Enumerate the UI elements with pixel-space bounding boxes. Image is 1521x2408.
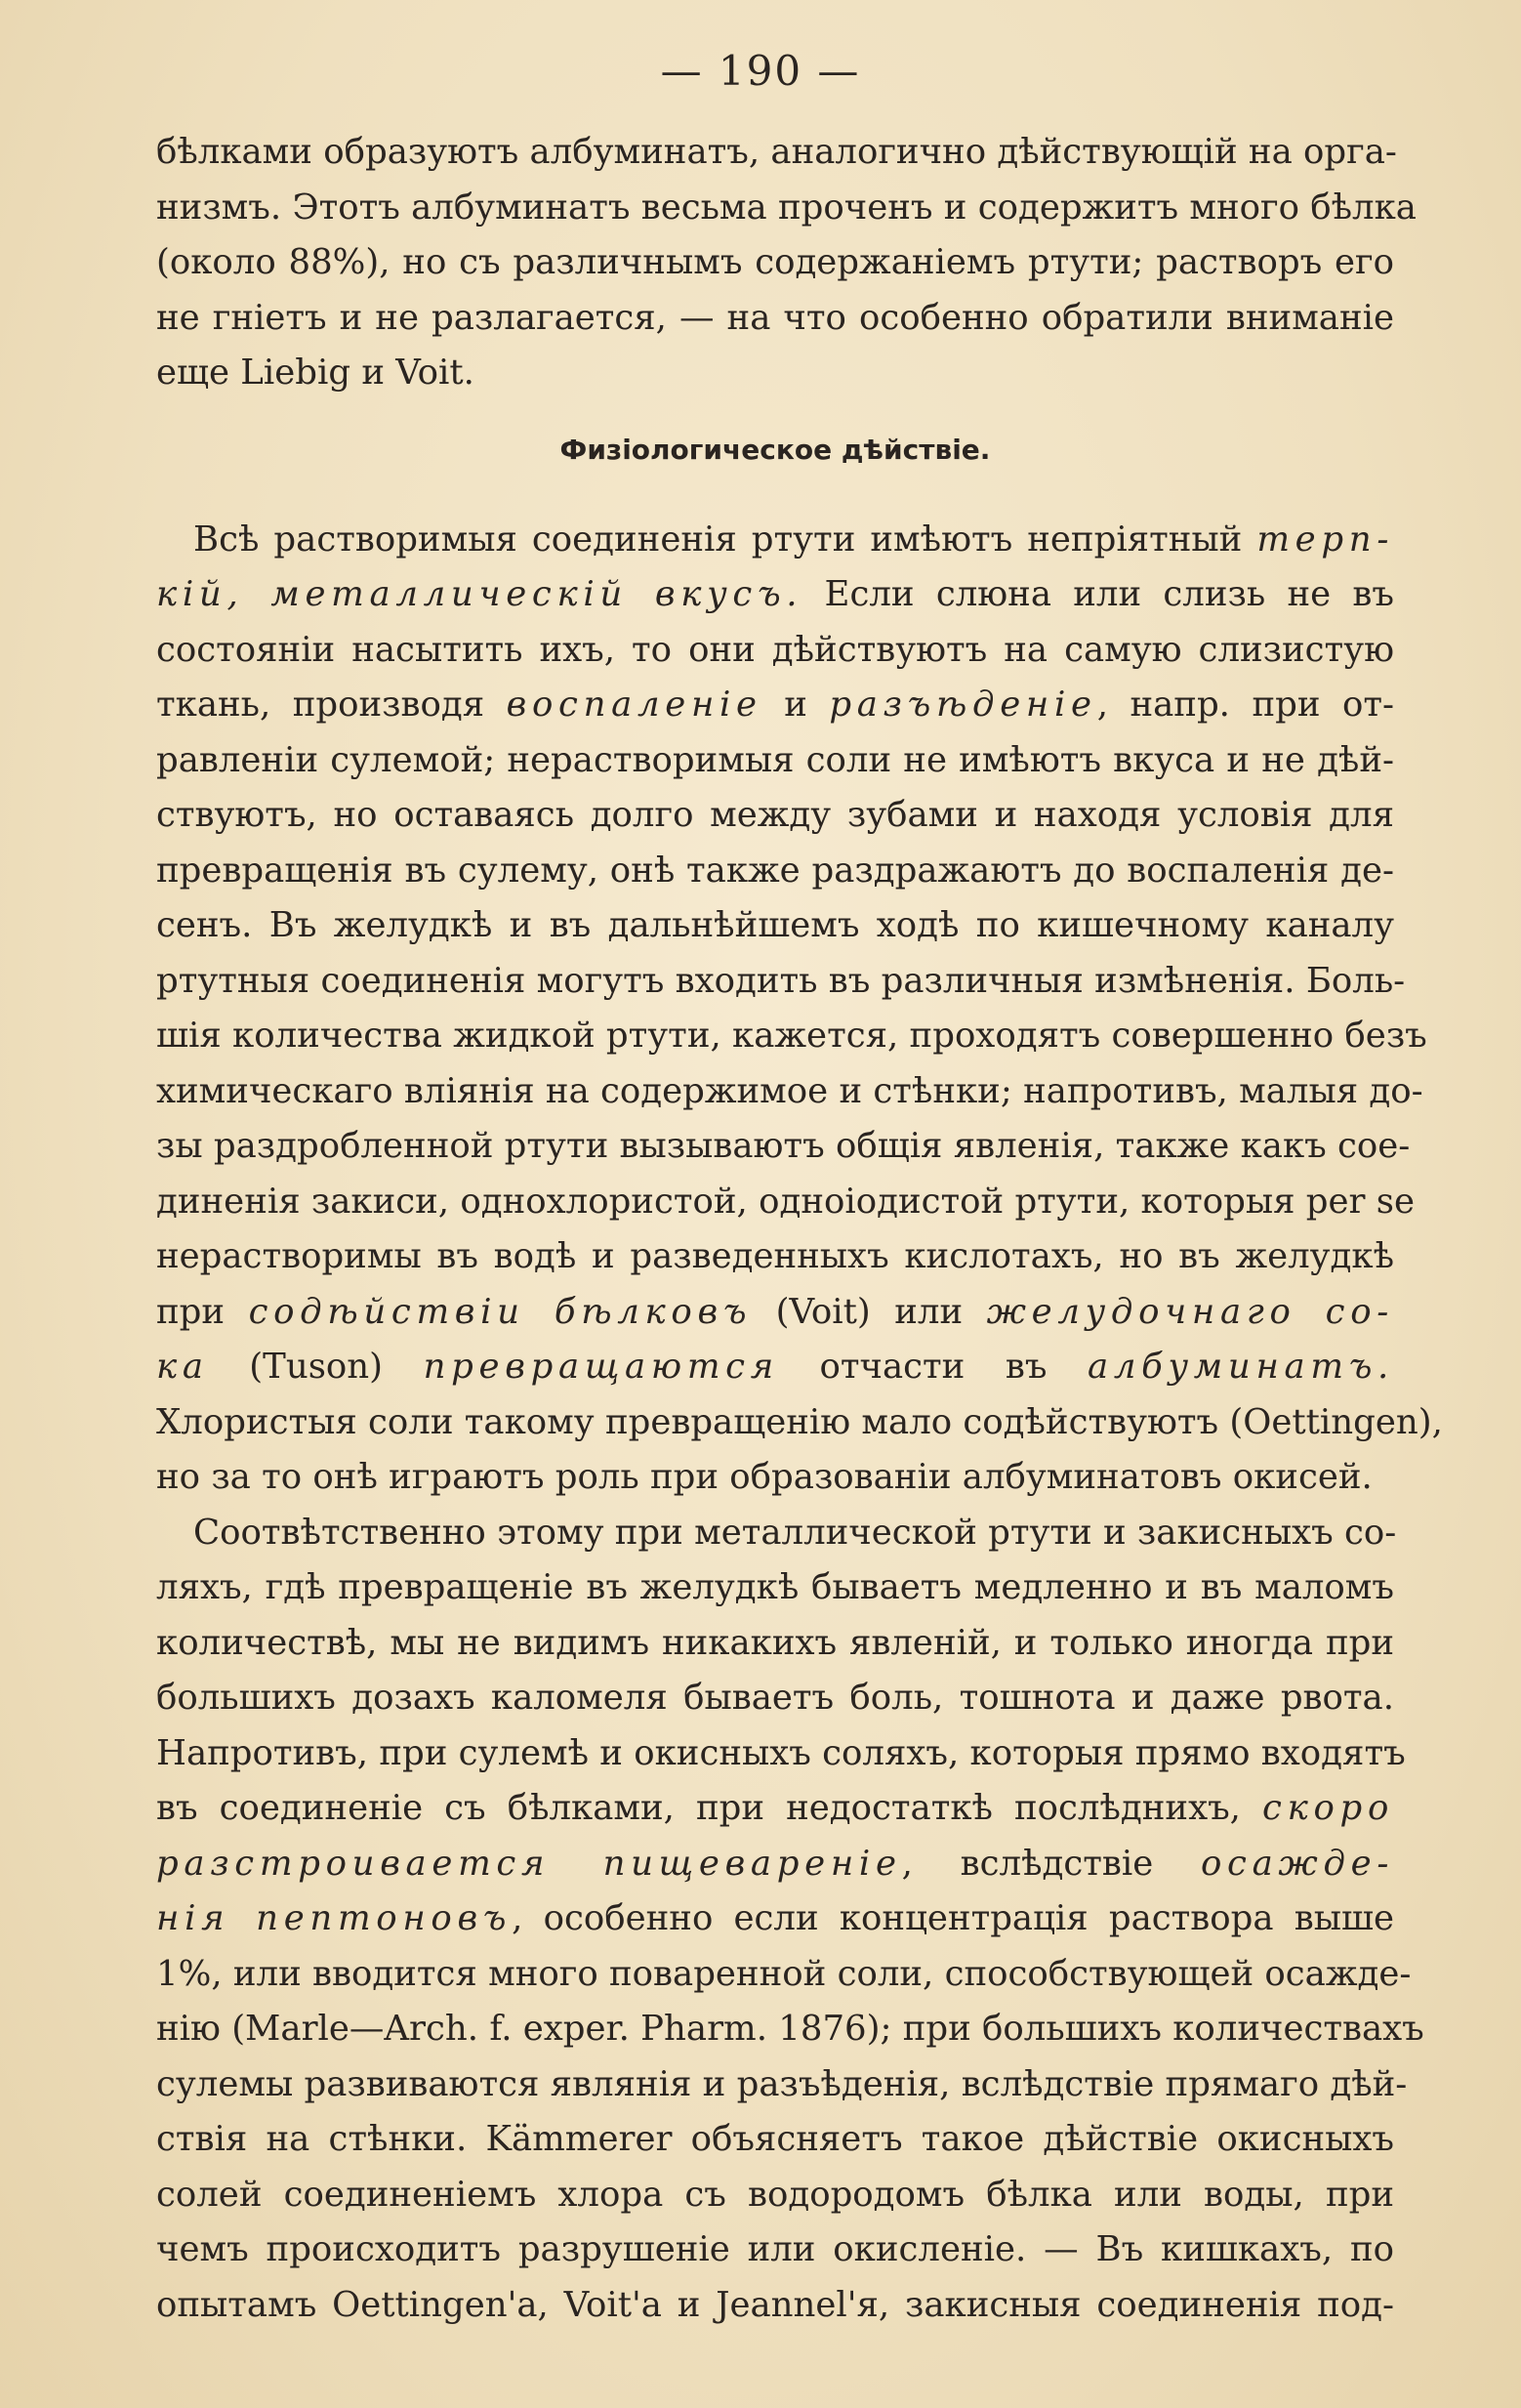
page-number: — 190 — [660,47,861,95]
text-line: количествѣ, мы не видимъ никакихъ явленiй, и только иногда при [156,1622,1394,1663]
text-line: Всѣ растворимыя соединенiя ртути имѣютъ непрiятный терп- [193,519,1394,560]
text-line: 1%, или вводится много поваренной соли, способствующей осажде- [156,1953,1412,1994]
text-line: ствiя на стѣнки. Kämmerer объясняетъ такое дѣйствiе окисныхъ [156,2119,1394,2159]
text-line: равленiи сулемой; нерастворимыя соли не имѣютъ вкуса и не дѣй- [156,739,1394,780]
text-line: опытамъ Oettingen'а, Voit'а и Jeannel'я, закисныя соединенiя под- [156,2284,1394,2325]
text-line: низмъ. Этотъ албуминатъ весьма проченъ и содержитъ много бѣлка [156,187,1417,228]
paragraph-1 [156,125,1417,401]
text-line: состоянiи насытить ихъ, то они дѣйствуютъ на самую слизистую [156,629,1394,670]
text-line: зы раздробленной ртути вызываютъ общiя явленiя, также какъ сое- [156,1126,1411,1166]
text-line: солей соединенiемъ хлора съ водородомъ бѣлка или воды, при [156,2174,1394,2215]
text-line: химическаго влiянiя на содержимое и стѣнки; напротивъ, малыя до- [156,1070,1423,1111]
text-line: шiя количества жидкой ртути, кажется, проходятъ совершенно безъ [156,1016,1427,1056]
text-line: разстроивается пищеваренiе, вслѣдствiе осажде- [156,1843,1394,1884]
text-line: ткань, производя воспаленiе и разъѣденiе, напр. при от- [156,685,1394,725]
text-line: кiй, металлическiй вкусъ. Если слюна или слизь не въ [156,574,1394,614]
text-line: бѣлками образуютъ албуминатъ, аналогично дѣйствующiй на орга- [156,132,1397,172]
text-line: сулемы развиваются являнiя и разъѣденiя, вслѣдствiе прямаго дѣй- [156,2063,1408,2104]
text-line: ляхъ, гдѣ превращенiе въ желудкѣ бываетъ медленно и въ маломъ [156,1567,1394,1607]
text-line: (около 88%), но съ различнымъ содержанiемъ ртути; растворъ его [156,242,1394,282]
text-line: при содѣйствiи бѣлковъ (Voit) или желудочнаго со- [156,1291,1394,1332]
text-line: но за то онѣ играютъ роль при образованiи албуминатовъ окисей. [156,1457,1373,1497]
text-line: Хлористыя соли такому превращенiю мало содѣйствуютъ (Oettingen), [156,1401,1443,1442]
paragraph-3 [156,1506,1424,2334]
text-line: въ соединенiе съ бѣлками, при недостаткѣ послѣднихъ, скоро [156,1788,1394,1828]
text-line: большихъ дозахъ каломеля бываетъ боль, тошнота и даже рвота. [156,1678,1394,1718]
text-line: не гнiетъ и не разлагается, — на что особенно обратили вниманiе [156,297,1394,338]
text-line: еще Liebig и Voit. [156,353,474,393]
text-line: ствуютъ, но оставаясь долго между зубами и находя условiя для [156,795,1394,835]
text-line: превращенiя въ сулему, онѣ также раздражаютъ до воспаленiя де- [156,850,1394,891]
text-line: ка (Tuson) превращаются отчасти въ албуминатъ. [156,1347,1395,1387]
text-line: сенъ. Въ желудкѣ и въ дальнѣйшемъ ходѣ по кишечному каналу [156,905,1394,945]
text-line: диненiя закиси, однохлористой, одноiодистой ртути, которыя per se [156,1181,1416,1222]
text-line: нерастворимы въ водѣ и разведенныхъ кислотахъ, но въ желудкѣ [156,1236,1394,1276]
text-line: нiя пептоновъ, особенно если концентрацiя раствора выше [156,1898,1394,1938]
text-line: чемъ происходитъ разрушенiе или окисленiе. — Въ кишкахъ, по [156,2229,1394,2269]
text-line: ртутныя соединенiя могутъ входить въ различныя измѣненiя. Боль- [156,960,1406,1001]
page-text [156,125,1443,2333]
text-line: нiю (Marle—Arch. f. exper. Pharm. 1876); при большихъ количествахъ [156,2009,1424,2049]
paragraph-2 [156,513,1443,1506]
text-line: Напротивъ, при сулемѣ и окисныхъ соляхъ, которыя прямо входятъ [156,1732,1406,1773]
text-line: Соотвѣтственно этому при металлической ртути и закисныхъ со- [193,1512,1397,1553]
section-heading: Физiологическое дѣйствiе. [559,433,991,466]
